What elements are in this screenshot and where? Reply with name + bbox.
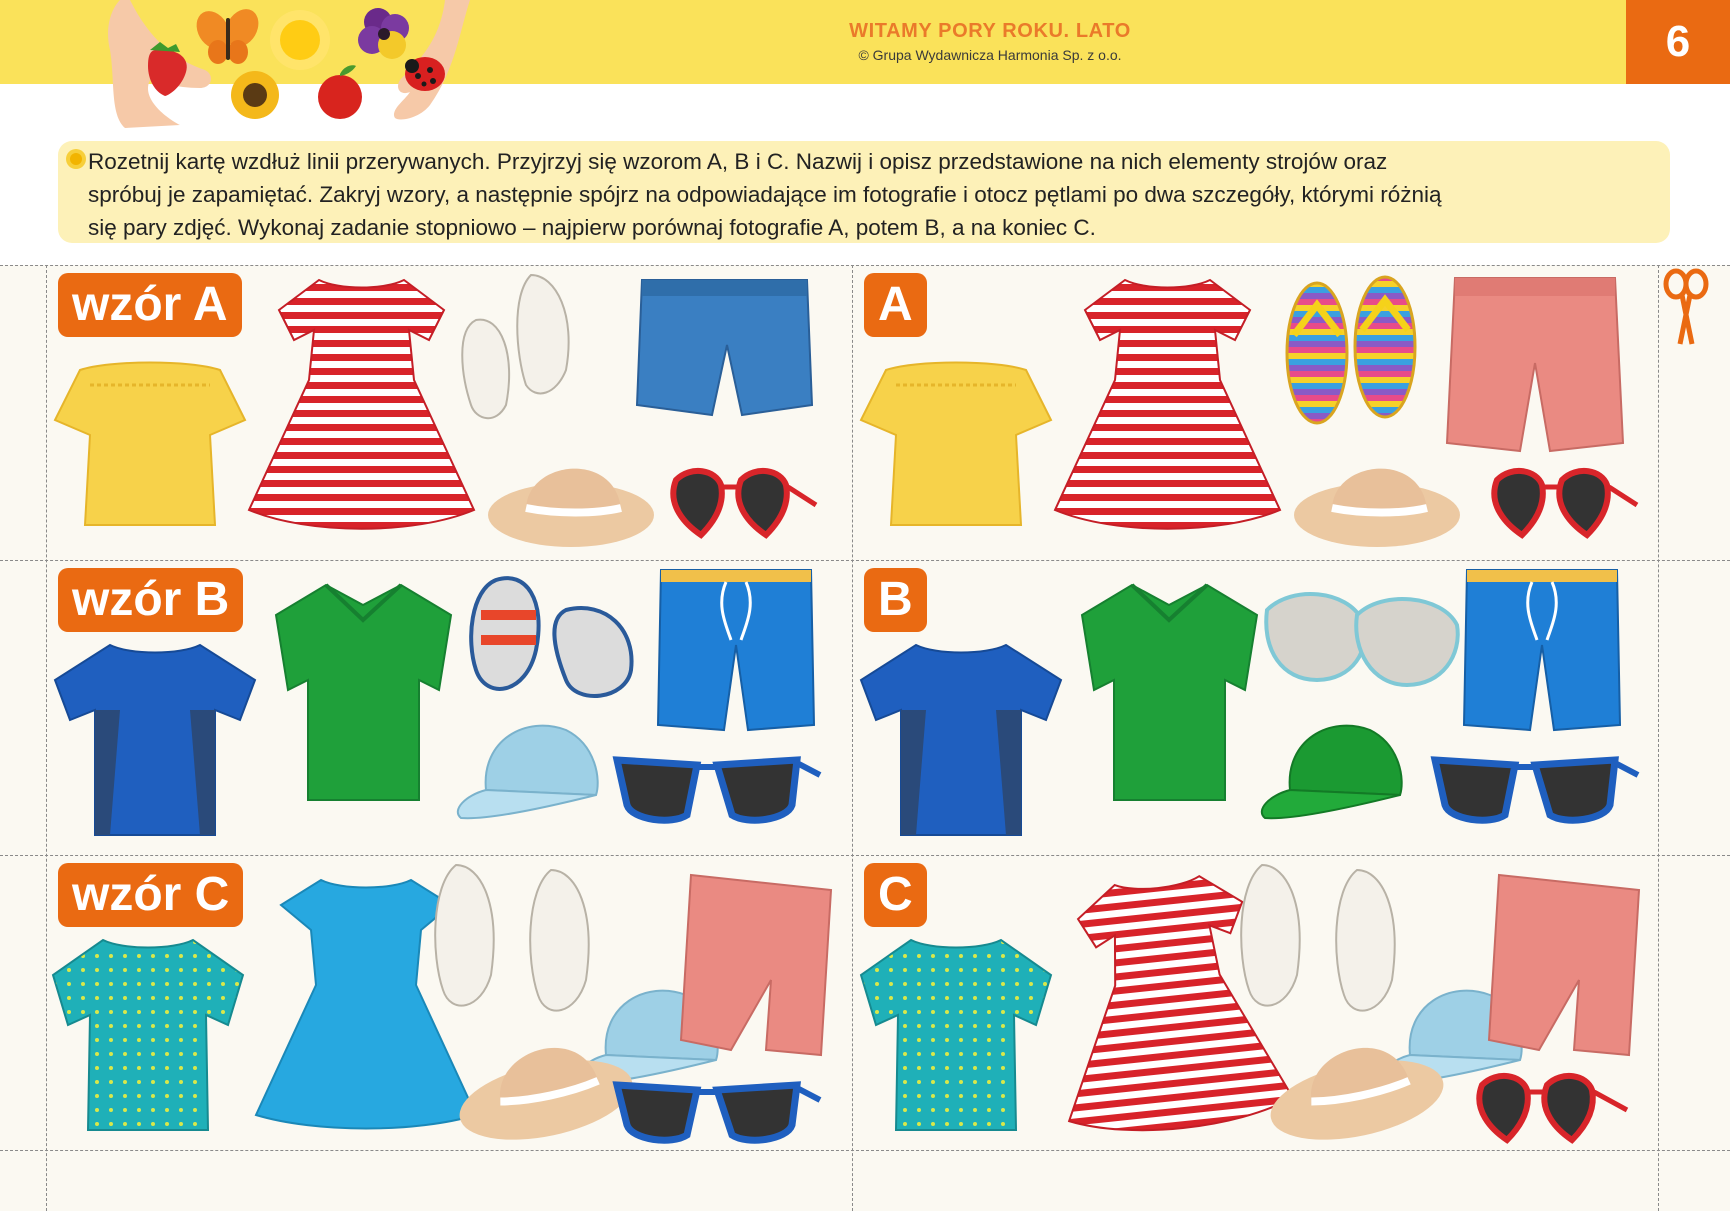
card-wzor-b	[46, 560, 852, 855]
blue-sandals-icon	[466, 570, 641, 705]
sun-bullet-icon	[62, 145, 90, 173]
card-a	[852, 265, 1658, 560]
green-polo-icon	[271, 580, 456, 805]
strawberry-icon	[148, 42, 187, 96]
ladybug-icon	[405, 57, 445, 91]
yellow-blouse-icon	[50, 340, 250, 540]
straw-hat-icon	[1292, 440, 1462, 555]
denim-shorts-icon	[632, 275, 817, 425]
straw-hat-icon	[486, 440, 656, 555]
heart-sunglasses-icon	[1472, 1070, 1632, 1145]
header-titles	[620, 20, 1360, 63]
apple-icon	[318, 65, 362, 119]
pink-shorts-icon	[1445, 273, 1625, 458]
straw-hat-icon	[1267, 1020, 1447, 1145]
card-wzor-c	[46, 855, 852, 1150]
butterfly-icon	[190, 3, 265, 64]
flip-flops-icon	[1282, 275, 1422, 425]
green-polo-icon	[1077, 580, 1262, 805]
straw-hat-icon	[456, 1020, 636, 1145]
pink-shorts-icon	[1484, 870, 1644, 1070]
pink-shorts-icon	[676, 870, 836, 1070]
page-title: WITAMY PORY ROKU. LATO	[849, 20, 1131, 42]
teal-blouse-icon	[856, 935, 1056, 1135]
light-blue-cap-icon	[446, 710, 606, 830]
card-b	[852, 560, 1658, 855]
copyright-text: © Grupa Wydawnicza Harmonia Sp. z o.o.	[858, 47, 1122, 63]
pansy-icon	[358, 8, 409, 59]
card-label: wzór B	[58, 568, 243, 632]
blue-tshirt-icon	[50, 640, 260, 840]
heart-sunglasses-icon	[666, 465, 816, 540]
card-label: B	[864, 568, 927, 632]
card-label: C	[864, 863, 927, 927]
header-decoration	[0, 0, 520, 130]
blue-swim-shorts-icon	[1462, 565, 1622, 735]
instruction-line: spróbuj je zapamiętać. Zakryj wzory, a następnie spójrz na odpowiadające im fotografie i otocz pętlami po dwa szczegóły, którymi różnią	[88, 182, 1442, 207]
green-cap-icon	[1250, 710, 1410, 830]
instruction-line: się pary zdjęć. Wykonaj zadanie stopniowo – najpierw porównaj fotografie A, potem B, a na koniec C.	[88, 215, 1096, 240]
blue-tshirt-icon	[856, 640, 1066, 840]
sunflower-icon	[231, 71, 279, 119]
heart-sunglasses-icon	[1487, 465, 1637, 540]
instruction-line: Rozetnij kartę wzdłuż linii przerywanych. Przyjrzyj się wzorom A, B i C. Nazwij i opisz przedstawione na nich elementy strojów oraz	[88, 149, 1388, 174]
blue-sunglasses-icon	[612, 1070, 822, 1150]
teal-blouse-icon	[48, 935, 248, 1135]
card-wzor-a	[46, 265, 852, 560]
card-label: A	[864, 273, 927, 337]
cut-line	[0, 1150, 1730, 1151]
striped-dress-icon	[244, 270, 479, 535]
blue-sunglasses-icon	[1430, 745, 1640, 830]
striped-dress-icon	[1050, 270, 1285, 535]
card-label: wzór A	[58, 273, 242, 337]
cut-line	[1658, 265, 1659, 1211]
card-c	[852, 855, 1658, 1150]
blue-swim-shorts-icon	[656, 565, 816, 735]
instruction-box	[58, 141, 1670, 243]
page-number: 6	[1626, 0, 1730, 84]
yellow-blouse-icon	[856, 340, 1056, 540]
instruction-text	[88, 145, 1668, 244]
sun-icon	[270, 10, 330, 70]
white-sneakers-icon	[456, 275, 631, 425]
grey-sandals-icon	[1262, 580, 1462, 695]
blue-sunglasses-icon	[612, 745, 822, 830]
card-label: wzór C	[58, 863, 243, 927]
scissors-icon	[1660, 268, 1712, 346]
